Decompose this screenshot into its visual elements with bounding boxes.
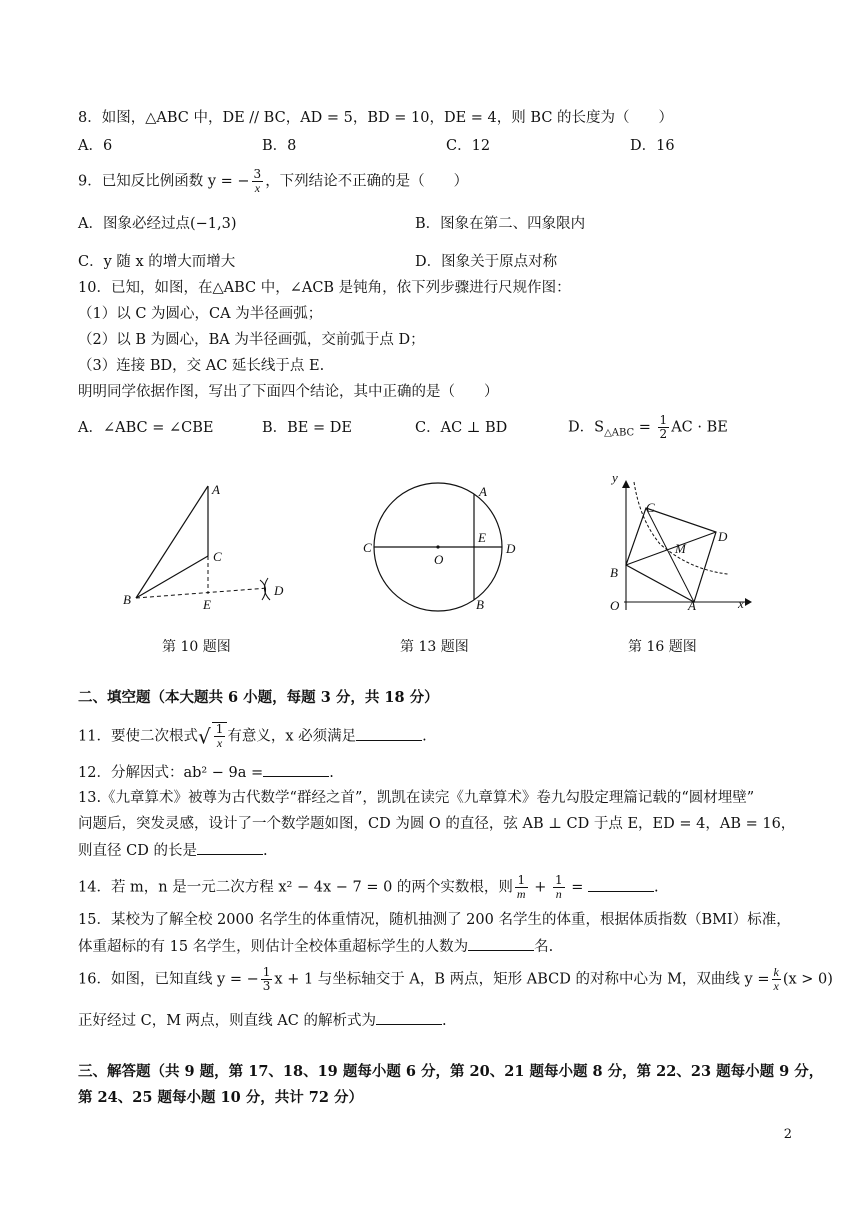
section-3-line-1: 三、解答题（共 9 题，第 17、18、19 题每小题 6 分，第 20、21 题每小题 8 分，第 22、23 题每小题 9 分， xyxy=(78,1063,824,1080)
q13-end: . xyxy=(262,843,268,859)
q12-prefix: 12．分解因式：ab² − 9a = xyxy=(78,765,264,781)
q11-suffix: 有意义，x 必须满足 xyxy=(227,728,357,745)
q14-f1-den: m xyxy=(516,887,526,901)
fig16-rectangle-abcd xyxy=(626,508,716,602)
q14-f1-num: 1 xyxy=(515,874,528,888)
q10-option-d-eq: = xyxy=(634,419,656,436)
fig16-hyperbola xyxy=(634,482,728,574)
q8-option-c: C．12 xyxy=(446,138,491,154)
q14-fraction-1 xyxy=(515,874,528,901)
q10-option-d-sub: △ABC xyxy=(604,427,635,439)
fig10-line-bc xyxy=(136,556,208,598)
q16-fraction-2 xyxy=(772,966,781,993)
fig13-label-b: B xyxy=(476,597,484,612)
fig16-label-y: y xyxy=(612,470,618,485)
fig16-label-x: x xyxy=(738,596,744,611)
q13-line-1: 13.《九章算术》被尊为古代数学“群经之首”，凯凯在读完《九章算术》卷九勾股定理篇记载的“圆材埋壁” xyxy=(78,790,755,806)
q10-step-3: （3）连接 BD，交 AC 延长线于点 E. xyxy=(78,358,325,374)
q14-f2-den: n xyxy=(555,887,562,901)
q16-fraction-1 xyxy=(261,966,273,993)
q9-suffix: ，下列结论不正确的是（ ） xyxy=(265,173,469,190)
figure-10 xyxy=(110,474,310,619)
fig13-label-c: C xyxy=(363,540,372,555)
q9-option-a: A．图象必经过点(−1,3) xyxy=(78,216,237,232)
figure-16 xyxy=(600,470,760,620)
q16-f2-num: k xyxy=(773,965,779,979)
q9-prefix: 9．已知反比例函数 y = − xyxy=(78,173,250,190)
q13-line-3-text: 则直径 CD 的长是 xyxy=(78,843,197,859)
q10-option-d-fraction xyxy=(658,414,670,441)
q14-plus: + xyxy=(529,879,551,896)
q8-stem: 8．如图，△ABC 中，DE // BC，AD = 5，BD = 10，DE = 4，则 BC 的长度为（ ） xyxy=(78,110,674,126)
q9-stem xyxy=(78,168,468,195)
fig10-label-d: D xyxy=(274,583,284,598)
q16-f2-den: x xyxy=(773,979,779,993)
fig10-label-e: E xyxy=(203,597,211,612)
q9-option-c: C．y 随 x 的增大而增大 xyxy=(78,254,236,270)
q11-frac-den: x xyxy=(216,736,223,750)
figure-16-caption: 第 16 题图 xyxy=(628,639,697,655)
q9-option-b: B．图象在第二、四象限内 xyxy=(415,216,586,232)
fig13-label-a: A xyxy=(479,484,487,499)
q16-cond: (x > 0) xyxy=(782,971,833,988)
q11-fraction xyxy=(214,723,226,750)
q10-option-d xyxy=(568,414,728,443)
q10-option-d-suffix: AC · BE xyxy=(671,419,728,436)
fig16-label-c: C xyxy=(646,500,655,515)
q10-d-frac-den: 2 xyxy=(659,427,668,441)
q15-end: 名. xyxy=(534,939,554,955)
q10-prompt: 明明同学依据作图，写出了下面四个结论，其中正确的是（ ） xyxy=(78,384,499,400)
q9-frac-den: x xyxy=(254,181,261,195)
q16-f1-num: 1 xyxy=(262,965,271,979)
fig16-label-a: A xyxy=(688,598,696,613)
q14 xyxy=(78,874,659,901)
q9-option-d: D．图象关于原点对称 xyxy=(415,254,558,270)
fig10-line-bd xyxy=(136,588,268,598)
q15-line-1: 15．某校为了解全校 2000 名学生的体重情况，随机抽测了 200 名学生的体重，根据体质指数（BMI）标准， xyxy=(78,912,791,928)
q9-frac-num: 3 xyxy=(253,167,262,181)
fig16-diagonal-bd xyxy=(626,532,716,565)
q14-fraction-2 xyxy=(553,874,565,901)
q16-mid: x + 1 与坐标轴交于 A，B 两点，矩形 ABCD 的对称中心为 M，双曲线 y = xyxy=(274,971,770,988)
q13-answer-blank[interactable] xyxy=(197,840,263,855)
fig16-label-b: B xyxy=(610,565,618,580)
q10-d-frac-num: 1 xyxy=(659,413,668,427)
q8-option-b: B．8 xyxy=(262,138,297,154)
q10-option-b: B．BE = DE xyxy=(262,420,352,436)
fig16-x-arrow xyxy=(745,598,752,606)
fig16-label-d: D xyxy=(718,529,728,544)
q15-line-2 xyxy=(78,936,553,957)
q10-stem: 10．已知，如图，在△ABC 中，∠ACB 是钝角，依下列步骤进行尺规作图： xyxy=(78,280,571,296)
q11 xyxy=(78,722,427,750)
q13-line-2: 问题后，突发灵感，设计了一个数学题如图，CD 为圆 O 的直径，弦 AB ⊥ CD 于点 E，ED = 4，AB = 16， xyxy=(78,816,796,832)
fig16-label-m: M xyxy=(675,541,686,556)
q14-answer-blank[interactable] xyxy=(588,877,654,892)
fig10-label-a: A xyxy=(212,482,220,497)
sqrt-icon: √ xyxy=(197,724,211,749)
q10-option-c: C．AC ⊥ BD xyxy=(415,420,508,436)
fig16-y-arrow xyxy=(622,480,630,488)
figure-10-caption: 第 10 题图 xyxy=(162,639,231,655)
q11-answer-blank[interactable] xyxy=(356,726,422,741)
q16-line-1 xyxy=(78,966,833,993)
q15-line-2-text: 体重超标的有 15 名学生，则估计全校体重超标学生的人数为 xyxy=(78,939,469,955)
fig10-label-b: B xyxy=(123,592,131,607)
q14-end: . xyxy=(653,879,659,896)
fig16-label-o: O xyxy=(610,598,620,613)
q16-line-2-text: 正好经过 C，M 两点，则直线 AC 的解析式为 xyxy=(78,1013,376,1029)
q12-end: . xyxy=(329,765,334,781)
q11-end: . xyxy=(422,728,427,745)
section-3-line-2: 第 24、25 题每小题 10 分，共计 72 分） xyxy=(78,1089,364,1106)
q11-prefix: 11．要使二次根式 xyxy=(78,728,198,745)
q16-answer-blank[interactable] xyxy=(376,1010,442,1025)
q10-step-2: （2）以 B 为圆心，BA 为半径画弧，交前弧于点 D； xyxy=(78,332,425,348)
figure-13 xyxy=(356,474,526,619)
q10-step-1: （1）以 C 为圆心，CA 为半径画弧； xyxy=(78,306,323,322)
q12 xyxy=(78,762,334,783)
q16-f1-den: 3 xyxy=(262,979,271,993)
q15-answer-blank[interactable] xyxy=(468,936,534,951)
q12-answer-blank[interactable] xyxy=(263,762,329,777)
q16-line-2 xyxy=(78,1010,447,1031)
page-number: 2 xyxy=(783,1127,792,1142)
q11-frac-num: 1 xyxy=(215,722,224,736)
fig13-label-e: E xyxy=(478,530,486,545)
fig10-label-c: C xyxy=(213,549,222,564)
q16-prefix: 16．如图，已知直线 y = − xyxy=(78,971,259,988)
fig13-label-o: O xyxy=(434,552,444,567)
q9-fraction xyxy=(252,168,264,195)
q8-option-d: D．16 xyxy=(630,138,675,154)
fig13-label-d: D xyxy=(506,541,516,556)
fig10-line-ab xyxy=(136,486,208,598)
q16-end: . xyxy=(441,1013,447,1029)
figure-13-caption: 第 13 题图 xyxy=(400,639,469,655)
section-2-title: 二、填空题（本大题共 6 小题，每题 3 分，共 18 分） xyxy=(78,689,439,706)
q10-option-d-label: D．S xyxy=(568,419,605,436)
q13-line-3 xyxy=(78,840,268,861)
q8-option-a: A．6 xyxy=(78,138,113,154)
q14-eq: = xyxy=(566,879,588,896)
q10-option-a: A．∠ABC = ∠CBE xyxy=(78,420,214,436)
q14-prefix: 14．若 m，n 是一元二次方程 x² − 4x − 7 = 0 的两个实数根，则 xyxy=(78,879,513,896)
fig13-center-dot xyxy=(436,545,439,548)
q14-f2-num: 1 xyxy=(554,873,563,887)
